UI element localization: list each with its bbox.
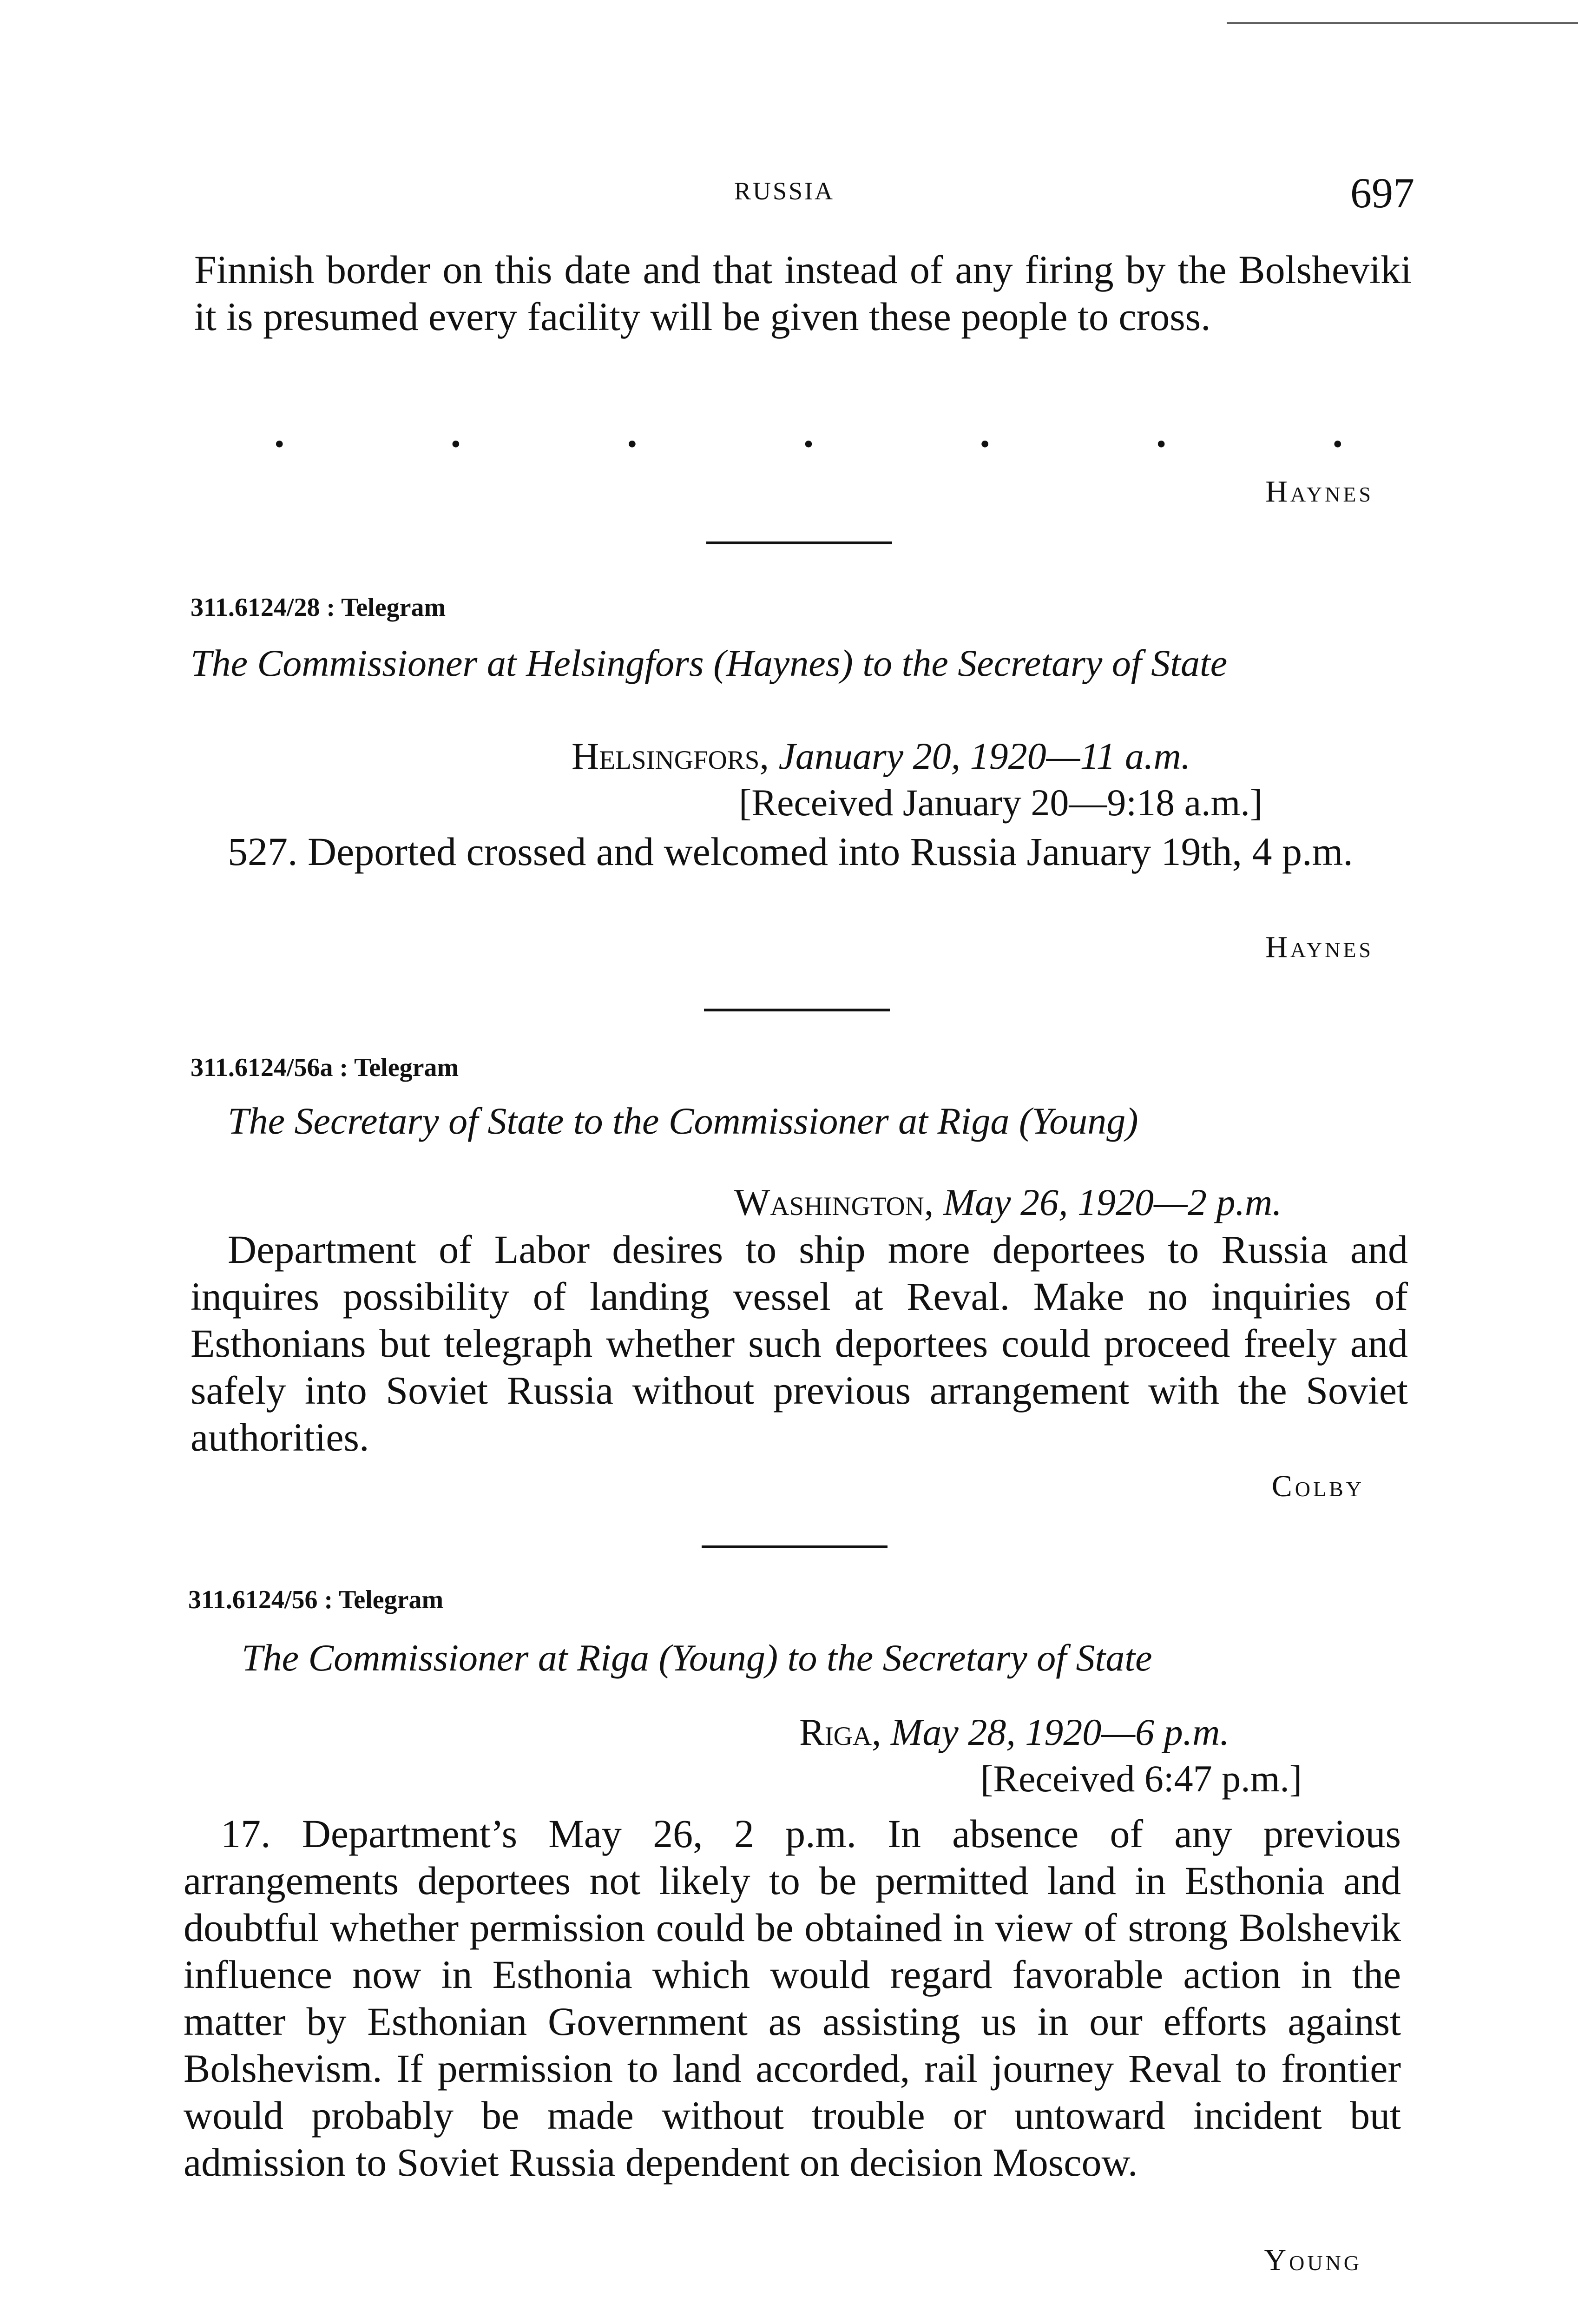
section-rule: [706, 541, 892, 544]
doc-2-heading: The Secretary of State to the Commissioner at Riga (Young): [228, 1100, 1138, 1142]
signature-young: Young: [1264, 2243, 1362, 2277]
section-rule: [702, 1545, 888, 1548]
signature-haynes-2: Haynes: [1265, 930, 1374, 964]
omission-dot: .: [450, 410, 461, 456]
doc-3-received: [Received 6:47 p.m.]: [980, 1757, 1302, 1800]
doc-3-dateline: [799, 1710, 1230, 1754]
signature-haynes-1: Haynes: [1265, 475, 1374, 508]
top-edge-line: [1227, 22, 1578, 24]
running-header: [0, 169, 1578, 223]
doc-1-heading: The Commissioner at Helsingfors (Haynes) to the Secretary of State: [191, 642, 1228, 684]
signature-colby: Colby: [1271, 1469, 1364, 1503]
page-number: 697: [1350, 169, 1414, 217]
running-head-title: RUSSIA: [734, 177, 835, 205]
doc-1-file-ref: 311.6124/28 : Telegram: [191, 593, 446, 622]
continuation-paragraph: Finnish border on this date and that instead of any firing by the Bolsheviki it is presumed every facility will be given these people to cross.: [194, 247, 1412, 339]
section-rule: [704, 1009, 890, 1011]
doc-3-dateline-date: May 28, 1920—6 p.m.: [891, 1711, 1230, 1753]
doc-1-received: [Received January 20—9:18 a.m.]: [739, 781, 1263, 824]
doc-3-body: 17. Department’s May 26, 2 p.m. In absence of any previous arrangements deportees not likely to be permitted land in Esthonia and doubtful whether permission could be obtained in view of strong Bolshevik influence now in Esthonia which would regard favorable action in the matter by Esthonian Government as assisting us in our efforts against Bolshevism. If permission to land accorded, rail journey Reval to frontier would probably be made without trouble or untoward incident but admission to Soviet Russia dependent on decision Moscow.: [184, 1811, 1401, 2185]
doc-2-dateline-date: May 26, 1920—2 p.m.: [943, 1181, 1282, 1223]
omission-dot: .: [803, 410, 814, 456]
doc-3-heading: The Commissioner at Riga (Young) to the Secretary of State: [242, 1637, 1152, 1679]
omission-dot: .: [627, 410, 638, 456]
doc-1-dateline-date: January 20, 1920—11 a.m.: [778, 735, 1191, 777]
doc-2-body: Department of Labor desires to ship more deportees to Russia and inquires possibility of landing vessel at Reval. Make no inquiries of Esthonians but telegraph whether such deportees could proceed freely and safely into Soviet Russia without previous arrangement with the Soviet authorities.: [191, 1227, 1408, 1459]
omission-dot: .: [274, 410, 285, 456]
doc-3-file-ref: 311.6124/56 : Telegram: [188, 1585, 444, 1614]
doc-2-dateline-place: Washington,: [734, 1181, 934, 1223]
doc-2-dateline: [734, 1181, 1282, 1224]
doc-3-dateline-place: Riga,: [799, 1711, 881, 1753]
omission-dot: .: [1156, 410, 1167, 456]
doc-1-dateline-place: Helsingfors,: [572, 735, 769, 777]
omission-dot: .: [980, 410, 990, 456]
omission-dot: .: [1332, 410, 1343, 456]
doc-1-body: 527. Deported crossed and welcomed into Russia January 19th, 4 p.m.: [228, 829, 1353, 874]
omission-dots: [274, 409, 1343, 457]
doc-2-file-ref: 311.6124/56a : Telegram: [191, 1053, 459, 1082]
doc-1-dateline: [572, 734, 1190, 778]
